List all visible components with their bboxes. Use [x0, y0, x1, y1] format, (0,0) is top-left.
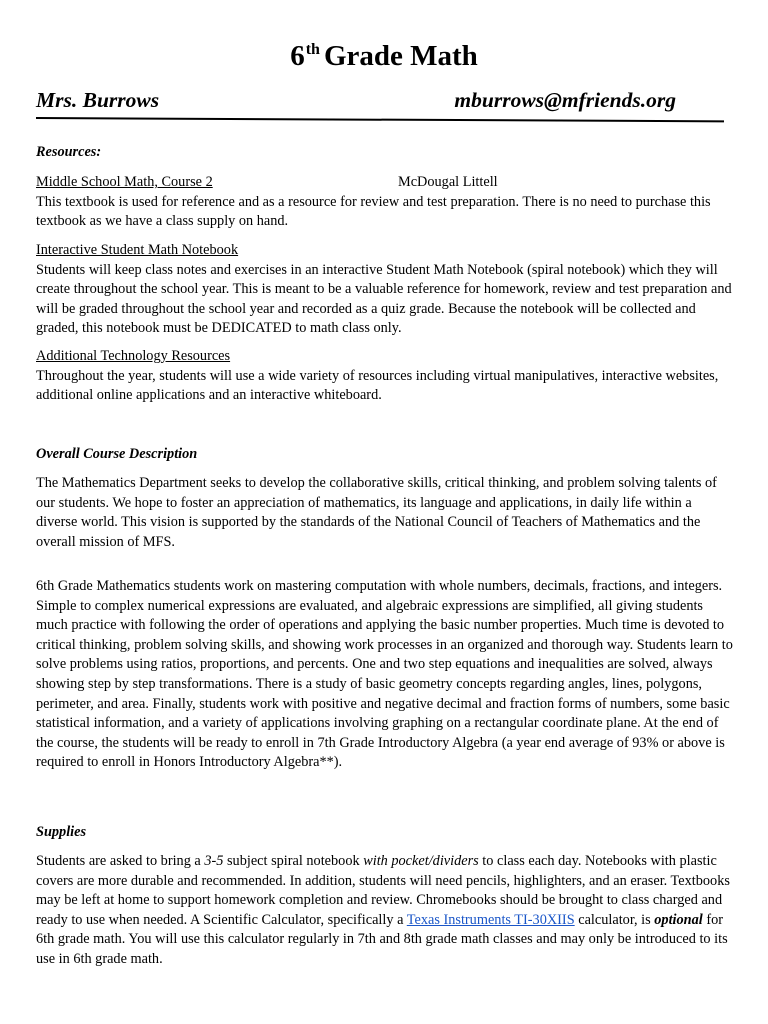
- supplies-text-5: for 6th grade math. You will use this calculator regularly in 7th and 8th grade math classes and may only be introduced to its use in 6th grade math.: [36, 911, 728, 967]
- resources-heading-block: [36, 143, 736, 163]
- supplies-optional: optional: [654, 911, 703, 928]
- textbook-section: [36, 173, 736, 232]
- technology-description: Throughout the year, students will use a wide variety of resources including virtual manipulatives, interactive websites, additional online applications and an interactive whiteboard.: [36, 367, 719, 404]
- supplies-text-3: to class each day. Notebooks with plastic covers are more durable and recommended. In addition, students will need pencils, highlighters, and an eraser. Textbooks may be left at home to support homework completion and review. Chromebooks should be brought to class charged and ready to use when needed. A Scientific Calculator, specifically a: [36, 853, 730, 928]
- overview-heading: Overall Course Description: [36, 446, 198, 462]
- supplies-section: [36, 852, 736, 970]
- notebook-description: Students will keep class notes and exercises in an interactive Student Math Notebook (spiral notebook) which they will create throughout the school year. This is meant to be a valuable reference for homework, review and test preparation and will be graded throughout the school year and recorded as a quiz grade. Because the notebook will be collected and graded, this notebook must be DEDICATED to math class only.: [36, 261, 732, 337]
- textbook-publisher: McDougal Littell: [398, 174, 498, 190]
- supplies-heading-block: [36, 823, 736, 843]
- resources-heading: Resources:: [36, 144, 102, 160]
- textbook-description: This textbook is used for reference and as a resource for review and test preparation. There is no need to purchase this textbook as we have a class supply on hand.: [36, 193, 711, 230]
- overview-text-1: The Mathematics Department seeks to develop the collaborative skills, critical thinking, and problem solving talents of our students. We hope to foster an appreciation of mathematics, its language and applications, in daily life within a diverse world. This vision is supported by the standards of the National Council of Teachers of Mathematics and the overall mission of MFS.: [36, 475, 717, 550]
- supplies-notebook-size: 3-5: [204, 853, 224, 869]
- calculator-link[interactable]: Texas Instruments TI-30XIIS: [406, 911, 575, 928]
- technology-section: [36, 347, 736, 406]
- supplies-notebook-type: with pocket/dividers: [363, 853, 479, 869]
- overview-heading-block: [36, 445, 736, 465]
- title-grade-number: 6: [290, 40, 305, 72]
- overview-text-2: 6th Grade Mathematics students work on mastering computation with whole numbers, decimals, fractions, and integers. Simple to complex numerical expressions are evaluated, and algebraic expressions are simplified, all giving students much practice with following the order of operations and applying the basic number properties. Much time is devoted to critical thinking, problem solving skills, and showing work processes in an organized and thorough way. Students learn to solve problems using ratios, proportions, and percents. One and two step equations and inequalities are solved, always showing step by step transformations. There is a study of basic geometry concepts regarding angles, lines, polygons, perimeter, and area. Finally, students work with positive and negative decimal and fraction forms of numbers, some basic statistical information, and a variety of applications involving graphing on a rectangular coordinate plane. At the end of the course, the students will be ready to enroll in 7th Grade Introductory Algebra (a year end average of 93% or above is required to enroll in Honors Introductory Algebra**).: [36, 578, 733, 771]
- notebook-section: [36, 241, 736, 339]
- teacher-header: [36, 85, 728, 117]
- title-ordinal-suffix: th: [305, 41, 320, 58]
- teacher-name: Mrs. Burrows: [36, 88, 160, 112]
- supplies-text: [36, 852, 736, 970]
- textbook-title: Middle School Math, Course 2: [36, 174, 213, 190]
- supplies-text-2: subject spiral notebook: [223, 853, 364, 869]
- page-title: [36, 36, 732, 81]
- supplies-heading: Supplies: [36, 824, 87, 840]
- notebook-title: Interactive Student Math Notebook: [36, 242, 239, 258]
- technology-title: Additional Technology Resources: [36, 348, 231, 364]
- overview-paragraph-1: [36, 474, 736, 552]
- teacher-email: mburrows@mfriends.org: [454, 88, 676, 112]
- overview-paragraph-2: [36, 577, 736, 773]
- header-divider: [36, 117, 724, 122]
- textbook-title-row: [36, 173, 736, 193]
- supplies-text-4: calculator, is: [574, 911, 655, 928]
- supplies-text-1: Students are asked to bring a: [36, 853, 205, 869]
- title-text: Grade Math: [323, 40, 478, 72]
